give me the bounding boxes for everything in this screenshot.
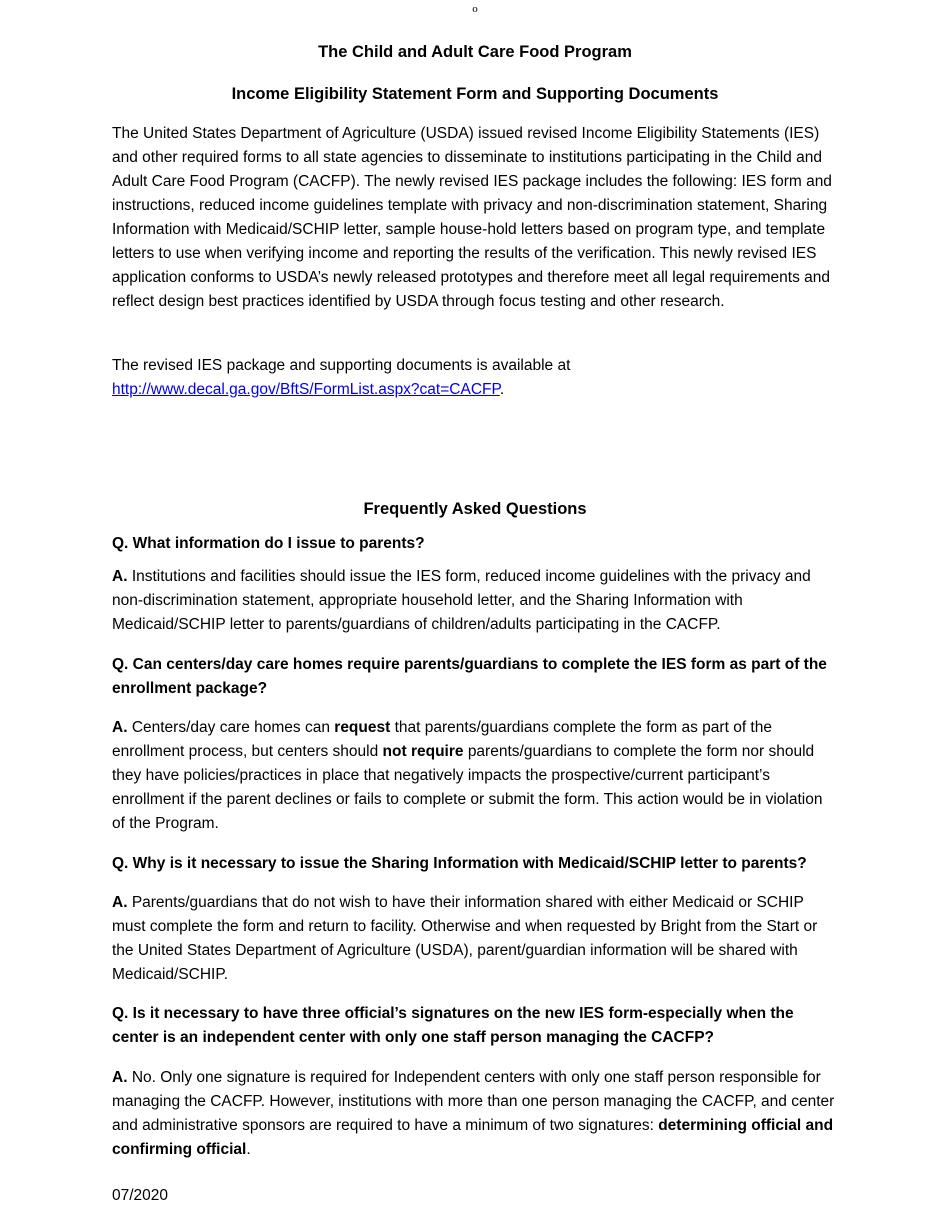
faq-question-4: Q. Is it necessary to have three official’s signatures on the new IES form-especially when the center is an independent center with only one staff person managing the CACFP?: [112, 1005, 794, 1046]
faq-question-2: Q. Can centers/day care homes require parents/guardians to complete the IES form as part of the enrollment package?: [112, 656, 827, 697]
answer-prefix: A.: [112, 1069, 128, 1086]
faq-answer-2-text-1: Centers/day care homes can: [131, 719, 330, 736]
faq-answer-2-bold-1: request: [334, 719, 391, 736]
faq-question-3: Q. Why is it necessary to issue the Sharing Information with Medicaid/SCHIP letter to parents?: [112, 855, 807, 872]
availability-text: The revised IES package and supporting documents is available at: [112, 357, 571, 374]
availability-paragraph: [112, 354, 838, 402]
faq-answer-4: [112, 1066, 838, 1162]
faq-answer-3: [112, 891, 838, 987]
document-title: The Child and Adult Care Food Program: [318, 43, 632, 61]
faq-answer-2-text-3: parents/guardians to complete the form nor should they have policies/practices in place that negatively impacts the prospective/current participant’s enrollment if the parent declines or fails to complete or submit the form. This action would be in violation of the Program.: [112, 743, 823, 832]
faq-answer-3-text: Parents/guardians that do not wish to have their information shared with either Medicaid or SCHIP must complete the form and return to facility. Otherwise and when requested by Bright from the Start or the United States Department of Agriculture (USDA), parent/guardian information will be shared with Medicaid/SCHIP.: [112, 894, 818, 983]
footer-date: 07/2020: [112, 1187, 169, 1204]
page-mark: o: [472, 3, 478, 15]
faq-answer-1-text: Institutions and facilities should issue the IES form, reduced income guidelines with the privacy and non-discrimination statement, appropriate household letter, and the Sharing Information with Medicaid/SCHIP letter to parents/guardians of children/adults participating in the CACFP.: [112, 568, 811, 633]
answer-prefix: A.: [112, 568, 128, 585]
faq-answer-1: [112, 565, 838, 637]
faq-answer-4-bold: determining official and confirming official: [112, 1117, 834, 1158]
faq-answer-2-text-2: that parents/guardians complete the form as part of the enrollment process, but centers should: [112, 719, 772, 760]
faq-answer-4-suffix: .: [246, 1141, 251, 1158]
faq-answer-2-bold-2: not require: [382, 743, 464, 760]
faq-question-1: Q. What information do I issue to parents?: [112, 535, 425, 552]
answer-prefix: A.: [112, 719, 128, 736]
link-suffix: .: [499, 381, 505, 398]
form-list-link[interactable]: http://www.decal.ga.gov/BftS/FormList.aspx?cat=CACFP: [112, 381, 500, 398]
intro-paragraph: The United States Department of Agriculture (USDA) issued revised Income Eligibility Statements (IES) and other required forms to all state agencies to disseminate to institutions participating in the Child and Adult Care Food Program (CACFP). The newly revised IES package includes the following: IES form and instructions, reduced income guidelines template with privacy and non-discrimination statement, Sharing Information with Medicaid/SCHIP letter, sample house-hold letters based on program type, and template letters to use when verifying income and reporting the results of the verification. This newly revised IES application conforms to USDA’s newly released prototypes and therefore meet all legal requirements and reflect design best practices identified by USDA through focus testing and other research.: [112, 125, 832, 310]
answer-prefix: A.: [112, 894, 128, 911]
faq-answer-4-text: No. Only one signature is required for Independent centers with only one staff person responsible for managing the CACFP. However, institutions with more than one person managing the CACFP, and center and administrative sponsors are required to have a minimum of two signatures:: [112, 1069, 835, 1134]
faq-answer-2: [112, 716, 838, 836]
faq-heading: Frequently Asked Questions: [363, 500, 587, 518]
document-subtitle: Income Eligibility Statement Form and Supporting Documents: [231, 85, 719, 103]
